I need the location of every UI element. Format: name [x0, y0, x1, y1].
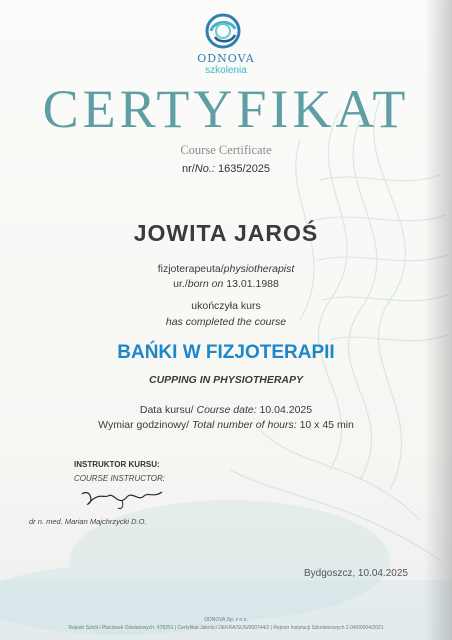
- course-date: 10.04.2025: [259, 404, 313, 416]
- logo-subname: szkolenia: [205, 65, 247, 76]
- birth-line: [0, 278, 452, 290]
- instructor-label: INSTRUKTOR KURSU:: [74, 460, 160, 469]
- profession-en: physiotherapist: [223, 263, 295, 275]
- number-label: nr/: [181, 163, 195, 175]
- course-name: BAŃKI W FIZJOTERAPII: [117, 342, 335, 363]
- place-and-date: Bydgoszcz, 10.04.2025: [304, 568, 408, 579]
- date-label-pl: Data kursu/: [139, 404, 194, 416]
- completion-pl: ukończyła kurs: [191, 300, 261, 312]
- number-label-en: No.:: [194, 163, 215, 175]
- certificate-subtitle: Course Certificate: [180, 143, 272, 157]
- course-hours-line: [0, 419, 452, 431]
- footer-company: ODNOVA Sp. z o.o.: [204, 617, 248, 623]
- completion-en-text: has completed the course: [165, 316, 287, 328]
- instructor-name: dr n. med. Marian Majchrzycki D.O.: [29, 517, 147, 526]
- logo-name: ODNOVA: [197, 52, 255, 65]
- course-name-en: CUPPING IN PHYSIOTHERAPY: [148, 374, 304, 386]
- born-date: 13.01.1988: [226, 278, 279, 290]
- completion-en: [0, 316, 452, 328]
- hours-label-en: Total number of hours:: [191, 419, 297, 431]
- course-date-line: [0, 404, 452, 416]
- certificate-number: [0, 163, 452, 175]
- footer-registry: Rejestr Szkół i Placówek Oświatowych: 478251 | Certyfikat Jakości DEKRA/SUS/000744/2 | Rejestr Instytucji Szkoleniowych 2.04/00004/2021: [68, 625, 384, 631]
- certificate-title: CERTYFIKAT: [42, 79, 410, 139]
- instructor-signature: [78, 484, 168, 514]
- odnova-swirl-logo-icon: [205, 13, 241, 49]
- instructor-label-en: COURSE INSTRUCTOR:: [74, 474, 165, 483]
- hours-label-pl: Wymiar godzinowy/: [98, 419, 190, 431]
- participant-name: JOWITA JAROŚ: [133, 220, 319, 246]
- date-label-en: Course date:: [196, 404, 257, 416]
- course-hours: 10 x 45 min: [299, 419, 354, 431]
- born-label-pl: ur./: [173, 278, 188, 290]
- profession-line: [0, 263, 452, 275]
- born-label-en: born on: [187, 278, 224, 290]
- profession-pl: fizjoterapeuta/: [157, 263, 224, 275]
- number-value: 1635/2025: [218, 163, 271, 175]
